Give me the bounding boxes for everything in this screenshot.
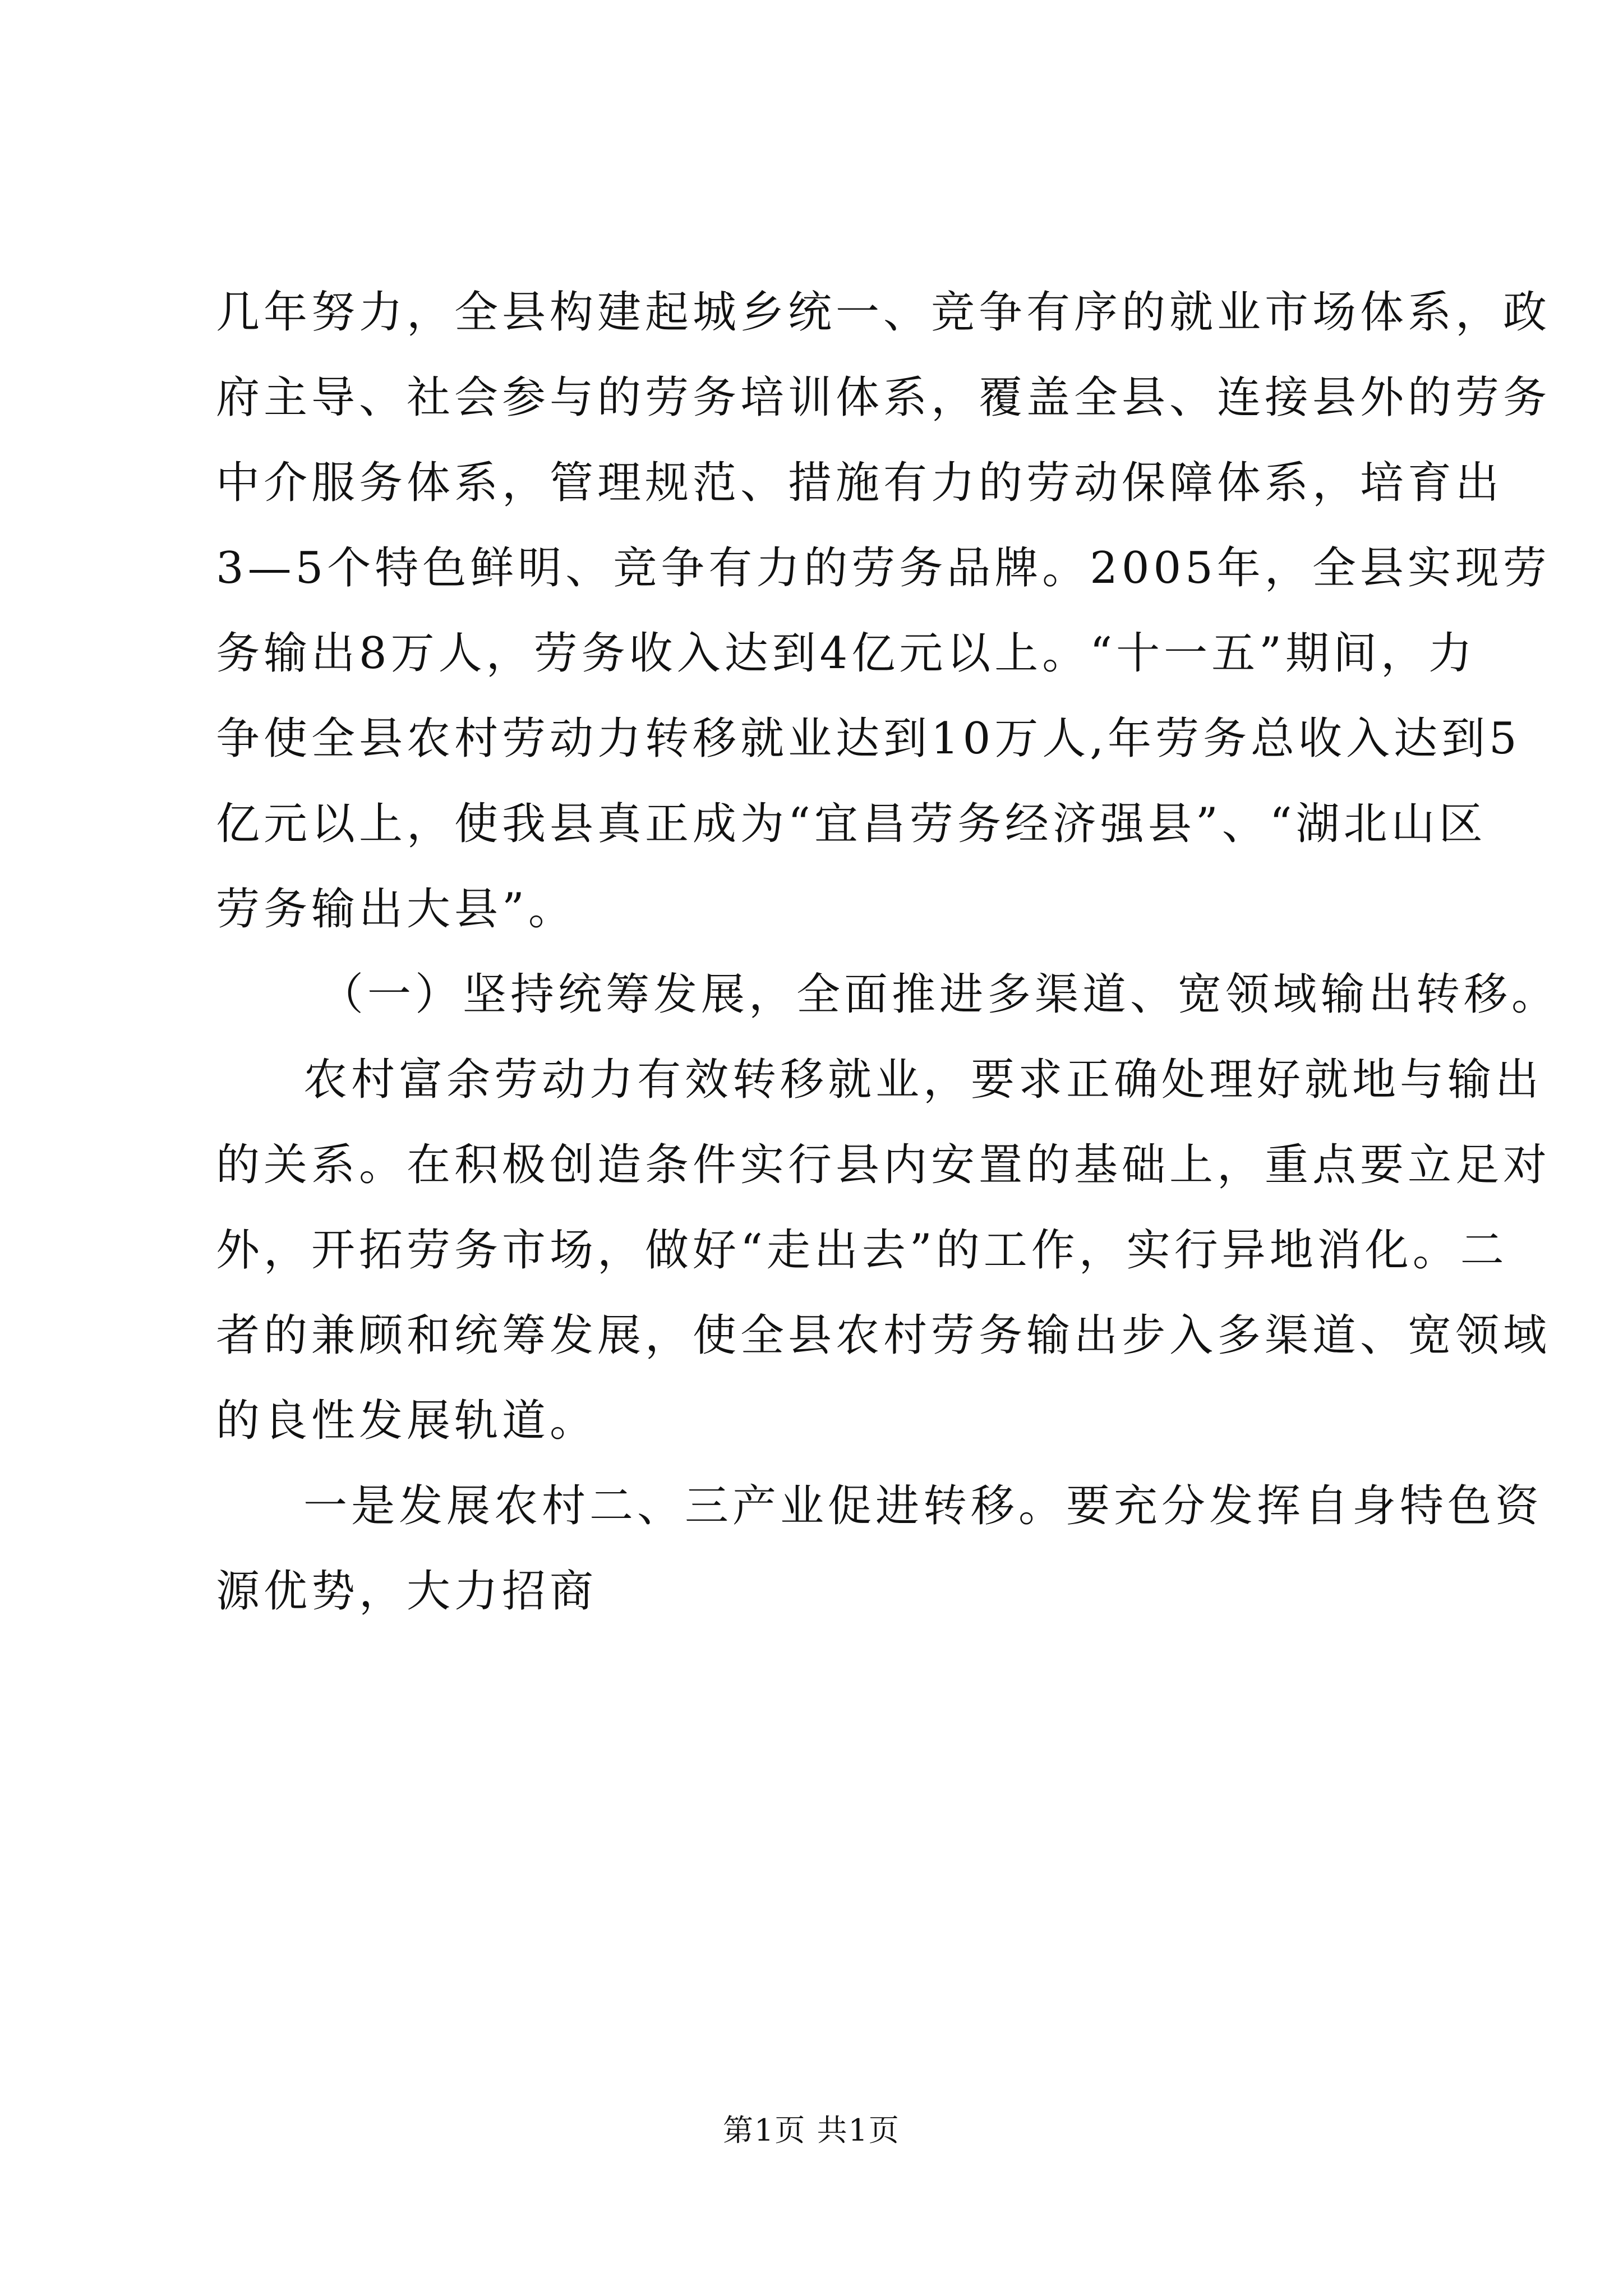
text-line: 中介服务体系，管理规范、措施有力的劳动保障体系，培育出 <box>216 458 1504 508</box>
text-line: 务输出8万人，劳务收入达到4亿元以上。“十一五”期间，力 <box>216 628 1477 679</box>
text-line: 3—5个特色鲜明、竞争有力的劳务品牌。2005年，全县实现劳 <box>216 543 1551 593</box>
text-line: 者的兼顾和统筹发展，使全县农村劳务输出步入多渠道、宽领域 <box>216 1310 1551 1361</box>
text-line: 的良性发展轨道。 <box>216 1396 598 1446</box>
section-heading: （一）坚持统筹发展，全面推进多渠道、宽领域输出转移。 <box>320 969 1560 1020</box>
text-line: 的关系。在积极创造条件实行县内安置的基础上，重点要立足对 <box>216 1140 1551 1190</box>
text-line: 外，开拓劳务市场，做好“走出去”的工作，实行异地消化。二 <box>216 1225 1508 1276</box>
text-line: 争使全县农村劳动力转移就业达到10万人,年劳务总收入达到5 <box>216 714 1521 764</box>
text-line: 劳务输出大县”。 <box>216 884 576 935</box>
paragraph-start-line: 一是发展农村二、三产业促进转移。要充分发挥自身特色资 <box>303 1481 1543 1531</box>
text-line: 亿元以上，使我县真正成为“宜昌劳务经济强县”、“湖北山区 <box>216 799 1487 849</box>
paragraph-start-line: 农村富余劳动力有效转移就业，要求正确处理好就地与输出 <box>303 1055 1543 1105</box>
page-footer: 第1页 共1页 <box>723 2113 900 2148</box>
text-line: 源优势，大力招商 <box>216 1566 598 1617</box>
text-line: 几年努力，全县构建起城乡统一、竞争有序的就业市场体系，政 <box>216 287 1551 338</box>
text-line: 府主导、社会参与的劳务培训体系，覆盖全县、连接县外的劳务 <box>216 372 1551 423</box>
document-body <box>216 283 1560 1648</box>
